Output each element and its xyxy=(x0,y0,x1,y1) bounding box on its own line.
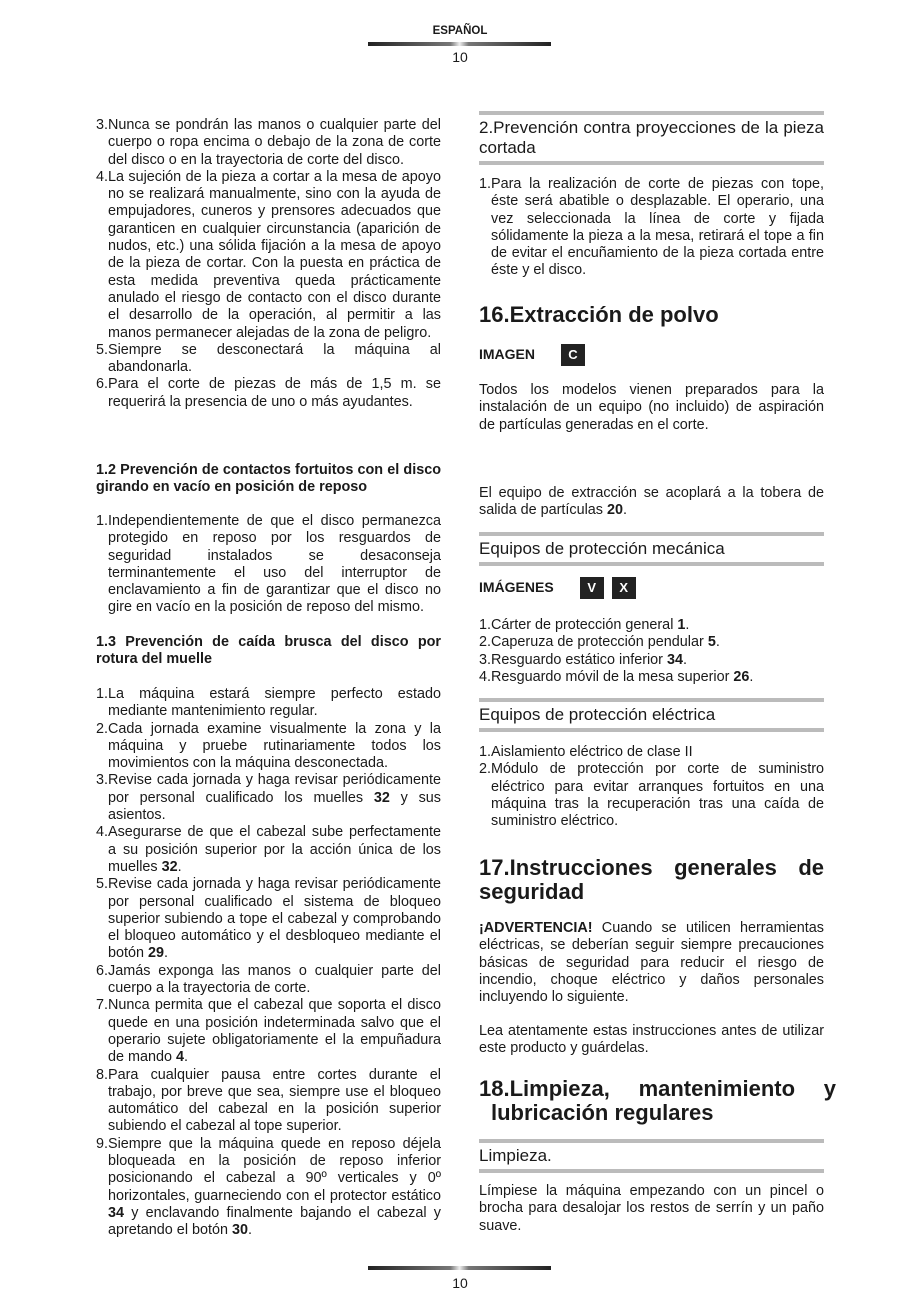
list-item xyxy=(479,744,824,761)
text-run: . xyxy=(683,651,687,668)
image-tag-v: V xyxy=(580,577,604,599)
list-item xyxy=(96,963,441,998)
bold-reference: 34 xyxy=(666,651,683,668)
language-header: ESPAÑOL xyxy=(432,25,488,37)
list-item xyxy=(96,513,441,617)
footer-rule xyxy=(368,1266,551,1270)
text-run: 9.Siempre que la máquina quede en reposo déjela bloqueada en la posición de reposo inferior posicionando el cabezal a 90º verticales y 0º horizontales, guarneciendo con el protector estático xyxy=(96,1135,441,1204)
para-dust-2 xyxy=(479,485,824,520)
text-run: 6.Para el corte de piezas de más de 1,5 m. se requerirá la presencia de uno o más ayudantes. xyxy=(96,376,441,410)
bold-reference: 30 xyxy=(232,1222,249,1239)
heading-17: 17.Instrucciones generales de seguridad xyxy=(479,855,824,904)
text-run: 4.La sujeción de la pieza a cortar a la mesa de apoyo no se realizará manualmente, sino con la ayuda de empujadores, cuneros y prensores adecuados que garanticen en cualquier circunstancia (aparición de nudos, etc.) una sólida fijación a la mesa de apoyo de la pieza de cortar. Con la puesta en práctica de esta medida preventiva queda prácticamente anulado el riesgo de contacto con el disco durante el desarrollo de la operación, al permitir a las manos permanecer alejadas de la zona de peligro. xyxy=(96,168,441,341)
image-tag-c: C xyxy=(561,344,585,366)
image-label: IMAGEN xyxy=(479,346,535,363)
list-idle-disc xyxy=(96,513,441,617)
subheading-mechanical: Equipos de protección mecánica xyxy=(479,532,824,566)
bold-reference: 1 xyxy=(677,617,686,633)
subheading-projections: 2.Prevención contra proyecciones de la pieza cortada xyxy=(479,111,824,165)
images-label: IMÁGENES xyxy=(479,579,554,596)
list-item xyxy=(96,117,441,169)
bold-reference: 32 xyxy=(161,858,178,875)
heading-1-3: 1.3 Prevención de caída brusca del disco por rotura del muelle xyxy=(96,634,441,668)
list-item xyxy=(479,669,824,686)
heading-18: 18.Limpieza, mantenimiento y lubricación regulares xyxy=(479,1076,836,1125)
list-item xyxy=(96,721,441,773)
text-run: 8.Para cualquier pausa entre cortes durante el trabajo, por breve que sea, siempre use el bloqueo automático del cabezal en la posición superior subiendo el cabezal al tope superior. xyxy=(96,1066,441,1135)
text-run: 3.Nunca se pondrán las manos o cualquier parte del cuerpo o ropa encima o debajo de la zona de corte del disco o en la trayectoria de corte del disco. xyxy=(96,117,441,168)
text-run: 1.La máquina estará siempre perfecto estado mediante mantenimiento regular. xyxy=(96,686,441,720)
image-ref-c xyxy=(479,344,824,366)
list-item xyxy=(479,617,824,634)
list-hands-safety xyxy=(96,117,441,411)
text-run: Todos los modelos vienen preparados para la instalación de un equipo (no incluido) de aspiración de partículas generadas en el corte. xyxy=(479,382,824,433)
list-item xyxy=(479,634,824,651)
text-run: 6.Jamás exponga las manos o cualquier parte del cuerpo a la trayectoria de corte. xyxy=(96,962,441,997)
bold-reference: 29 xyxy=(148,945,165,962)
text-run: . xyxy=(184,1049,189,1066)
list-electrical xyxy=(479,744,824,830)
text-run: 1.Aislamiento eléctrico de clase II xyxy=(479,744,693,760)
page-number-bottom: 10 xyxy=(452,1275,468,1291)
list-item xyxy=(479,761,824,830)
list-item xyxy=(96,342,441,377)
list-projections xyxy=(479,176,824,280)
text-run: 5.Siempre se desconectará la máquina al abandonarla. xyxy=(96,341,441,376)
page-number-top: 10 xyxy=(452,49,468,65)
list-item xyxy=(96,169,441,342)
text-run: 3.Resguardo estático inferior xyxy=(479,651,667,668)
text-run: . xyxy=(623,502,628,519)
list-item xyxy=(96,824,441,876)
para-read-instructions xyxy=(479,1023,824,1058)
list-item xyxy=(96,1136,441,1240)
text-run: . xyxy=(715,634,720,651)
heading-16: 16.Extracción de polvo xyxy=(479,302,719,327)
header-rule xyxy=(368,42,551,46)
text-run: . xyxy=(248,1222,253,1239)
bold-reference: 5 xyxy=(707,634,716,651)
text-run: 7.Nunca permita que el cabezal que soporta el disco quede en una posición indeterminada salvo que el operario sujete obligatoriamente el la empuñadura de mando xyxy=(96,997,441,1066)
subheading-cleaning: Limpieza. xyxy=(479,1139,824,1173)
text-run: 1.Cárter de protección general xyxy=(479,617,678,633)
text-run: y sus asientos. xyxy=(108,789,441,824)
text-run: 1.Para la realización de corte de piezas con tope, éste será abatible o desplazable. El operario, una vez seleccionada la línea de corte y fijada sólidamente la pieza a la mesa, retirará el tope a fin de evitar el encuñamiento de la pieza cortada entre éste y el disco. xyxy=(479,176,824,279)
bold-reference: 32 xyxy=(373,789,390,806)
text-run: 2.Cada jornada examine visualmente la zona y la máquina y pruebe rutinariamente todos los movimientos con la máquina desconectada. xyxy=(96,720,441,772)
text-run: y enclavando finalmente bajando el cabezal y apretando el botón xyxy=(108,1204,441,1239)
list-item xyxy=(96,1067,441,1136)
bold-reference: 20 xyxy=(607,502,624,519)
text-run: 4.Resguardo móvil de la mesa superior xyxy=(479,668,734,685)
heading-1-2: 1.2 Prevención de contactos fortuitos con el disco girando en vacío en posición de reposo xyxy=(96,462,441,496)
bold-reference: 26 xyxy=(733,668,750,685)
text-run: 2.Módulo de protección por corte de suministro eléctrico para evitar arranques fortuitos en una máquina tras la recuperación tras una caída de suministro eléctrico. xyxy=(479,761,824,830)
text-run: 1.Independientemente de que el disco permanezca protegido en reposo por los resguardos de seguridad instalados se desaconseja terminantemente el uso del interruptor de enclavamiento a fin de garantizar que el disco no gire en vacío en la posición de reposo del mismo. xyxy=(96,513,441,616)
text-run: El equipo de extracción se acoplará a la tobera de salida de partículas xyxy=(479,485,824,519)
list-item xyxy=(479,652,824,669)
para-cleaning xyxy=(479,1183,824,1235)
text-run: 4.Asegurarse de que el cabezal sube perfectamente a su posición superior por la acción única de los muelles xyxy=(96,824,441,875)
bold-reference: 34 xyxy=(108,1204,125,1221)
list-item xyxy=(96,876,441,962)
bold-reference: ¡ADVERTENCIA! xyxy=(479,920,593,936)
list-item xyxy=(96,686,441,721)
list-item xyxy=(96,997,441,1066)
bold-reference: 4 xyxy=(176,1049,185,1066)
list-spring-failure xyxy=(96,686,441,1240)
para-warning xyxy=(479,920,824,1006)
para-dust-1 xyxy=(479,382,824,434)
text-run: Lea atentamente estas instrucciones antes de utilizar este producto y guárdelas. xyxy=(479,1023,824,1057)
image-ref-vx xyxy=(479,577,824,599)
image-tag-x: X xyxy=(612,577,636,599)
list-item xyxy=(96,772,441,824)
text-run: 2.Caperuza de protección pendular xyxy=(479,634,708,651)
subheading-electrical: Equipos de protección eléctrica xyxy=(479,698,824,732)
text-run: 3.Revise cada jornada y haga revisar periódicamente por personal cualificado los muelles xyxy=(96,772,441,806)
list-item xyxy=(479,176,824,280)
text-run: Límpiese la máquina empezando con un pincel o brocha para desalojar los restos de serrín y un paño suave. xyxy=(479,1183,824,1234)
text-run: . xyxy=(177,858,182,875)
text-run: Cuando se utilicen herramientas eléctricas, se deberían seguir siempre precauciones básicas de seguridad para reducir el riesgo de incendio, choque eléctrico y daños personales incluyendo lo siguiente. xyxy=(479,920,824,1006)
text-run: 5.Revise cada jornada y haga revisar periódicamente por personal cualificado el sistema de bloqueo superior subiendo a tope el cabezal y comprobando el bloqueo automático y el desbloqueo mediante el botón xyxy=(96,876,441,962)
list-mechanical xyxy=(479,617,824,686)
list-item xyxy=(96,376,441,411)
text-run: . xyxy=(749,668,754,685)
text-run: . xyxy=(685,617,690,633)
text-run: . xyxy=(164,945,169,962)
